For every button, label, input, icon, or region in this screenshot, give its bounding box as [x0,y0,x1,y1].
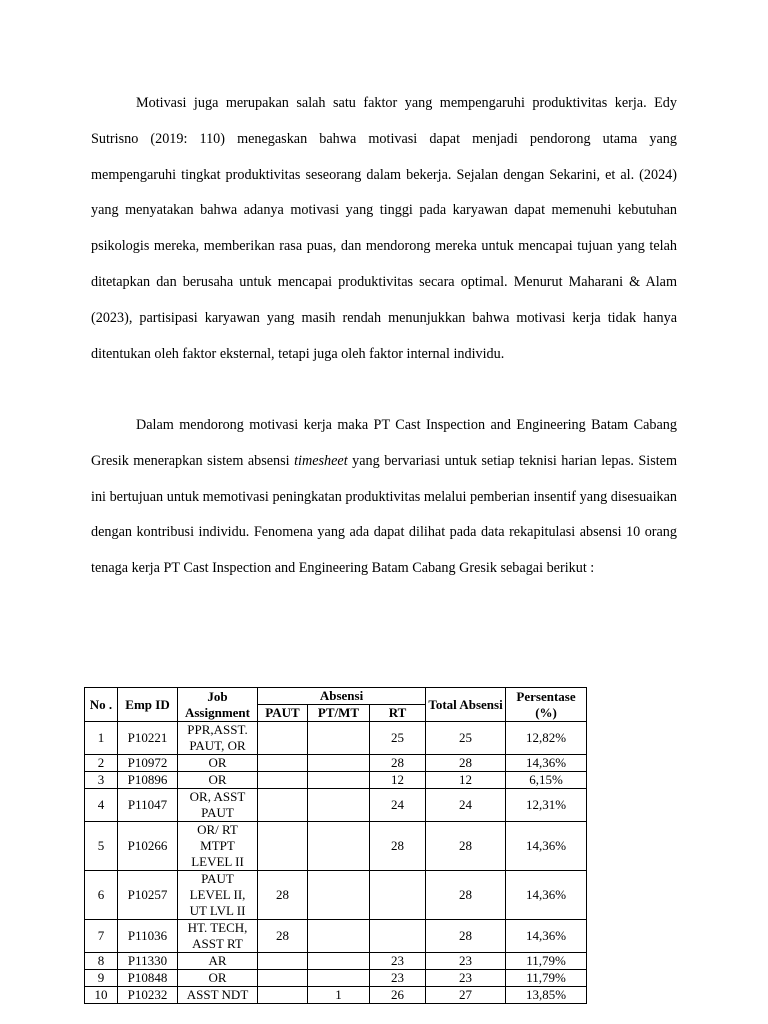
cell-no: 1 [85,722,118,755]
attendance-table [84,687,587,1004]
cell-rt: 28 [370,822,426,871]
table-row [85,871,587,920]
cell-emp-id: P11047 [118,789,178,822]
cell-no: 5 [85,822,118,871]
cell-ptmt [308,920,370,953]
table-row [85,789,587,822]
cell-job-assignment: PAUT LEVEL II, UT LVL II [178,871,258,920]
cell-paut [258,822,308,871]
table-row [85,953,587,970]
cell-persentase: 14,36% [506,822,587,871]
header-job-assignment: Job Assignment [178,688,258,722]
cell-paut [258,987,308,1004]
paragraph-absensi-text-1: Dalam mendorong motivasi kerja maka PT Cast Inspection and Engineering Batam Cabang Gresik menerapkan sistem absensi [91,417,677,469]
cell-no: 8 [85,953,118,970]
paragraph-motivation [91,86,677,372]
cell-job-assignment: HT. TECH, ASST RT [178,920,258,953]
cell-persentase: 12,31% [506,789,587,822]
cell-total: 28 [426,755,506,772]
cell-rt: 26 [370,987,426,1004]
cell-total: 23 [426,970,506,987]
header-ptmt: PT/MT [308,705,370,722]
cell-paut [258,789,308,822]
cell-emp-id: P10232 [118,987,178,1004]
cell-job-assignment: OR/ RT MTPT LEVEL II [178,822,258,871]
paragraph-motivation-text: Motivasi juga merupakan salah satu faktor yang mempengaruhi produktivitas kerja. Edy Sutrisno (2019: 110) menegaskan bahwa motivasi dapat menjadi pendorong utama yang mempengaruhi tingkat produktivitas seseorang dalam bekerja. Sejalan dengan Sekarini, et al. (2024) yang menyatakan bahwa adanya motivasi yang tinggi pada karyawan dapat memenuhi kebutuhan psikologis mereka, memberikan rasa puas, dan mendorong mereka untuk mencapai tujuan yang telah ditetapkan dan berusaha untuk mencapai produktivitas secara optimal. Menurut Maharani & Alam (2023), partisipasi karyawan yang masih rendah menunjukkan bahwa motivasi kerja tidak hanya ditentukan oleh faktor eksternal, tetapi juga oleh faktor internal individu. [91,95,677,362]
header-total-absensi: Total Absensi [426,688,506,722]
cell-job-assignment: OR [178,772,258,789]
cell-ptmt [308,970,370,987]
paragraph-absensi-text-2: yang bervariasi untuk setiap teknisi harian lepas. Sistem ini bertujuan untuk memotivasi peningkatan produktivitas melalui pemberian insentif yang disesuaikan dengan kontribusi individu. Fenomena yang ada dapat dilihat pada data rekapitulasi absensi 10 orang tenaga kerja PT Cast Inspection and Engineering Batam Cabang Gresik sebagai berikut : [91,452,677,577]
cell-ptmt [308,772,370,789]
cell-paut [258,970,308,987]
cell-emp-id: P10266 [118,822,178,871]
cell-persentase: 6,15% [506,772,587,789]
cell-ptmt [308,822,370,871]
cell-ptmt [308,755,370,772]
cell-paut [258,755,308,772]
cell-emp-id: P10972 [118,755,178,772]
table-row [85,822,587,871]
cell-rt: 12 [370,772,426,789]
table-row [85,970,587,987]
cell-ptmt: 1 [308,987,370,1004]
cell-persentase: 14,36% [506,871,587,920]
cell-emp-id: P10257 [118,871,178,920]
cell-job-assignment: ASST NDT [178,987,258,1004]
table-row [85,772,587,789]
cell-job-assignment: OR [178,755,258,772]
attendance-table-header [85,688,587,722]
cell-emp-id: P11330 [118,953,178,970]
cell-persentase: 14,36% [506,920,587,953]
cell-emp-id: P10848 [118,970,178,987]
table-row [85,920,587,953]
cell-ptmt [308,722,370,755]
cell-ptmt [308,953,370,970]
cell-no: 6 [85,871,118,920]
cell-total: 25 [426,722,506,755]
cell-emp-id: P10221 [118,722,178,755]
header-persentase: Persentase (%) [506,688,587,722]
cell-no: 3 [85,772,118,789]
cell-persentase: 13,85% [506,987,587,1004]
cell-rt: 23 [370,953,426,970]
cell-rt [370,920,426,953]
cell-total: 23 [426,953,506,970]
cell-rt: 24 [370,789,426,822]
cell-total: 28 [426,920,506,953]
header-paut: PAUT [258,705,308,722]
paragraph-absensi-system [91,408,677,587]
cell-no: 7 [85,920,118,953]
cell-paut: 28 [258,871,308,920]
cell-emp-id: P11036 [118,920,178,953]
cell-total: 24 [426,789,506,822]
cell-paut [258,772,308,789]
cell-paut [258,953,308,970]
cell-rt: 23 [370,970,426,987]
cell-ptmt [308,871,370,920]
cell-persentase: 11,79% [506,970,587,987]
cell-persentase: 11,79% [506,953,587,970]
cell-persentase: 14,36% [506,755,587,772]
paragraph-absensi-italic-term: timesheet [294,452,348,469]
cell-no: 4 [85,789,118,822]
header-absensi: Absensi [258,688,426,705]
cell-rt: 28 [370,755,426,772]
cell-total: 28 [426,871,506,920]
cell-total: 12 [426,772,506,789]
table-row [85,722,587,755]
cell-persentase: 12,82% [506,722,587,755]
header-rt: RT [370,705,426,722]
cell-rt: 25 [370,722,426,755]
cell-no: 2 [85,755,118,772]
attendance-table-body [85,722,587,1004]
cell-paut: 28 [258,920,308,953]
cell-paut [258,722,308,755]
cell-job-assignment: OR, ASST PAUT [178,789,258,822]
cell-rt [370,871,426,920]
cell-ptmt [308,789,370,822]
cell-job-assignment: OR [178,970,258,987]
table-row [85,755,587,772]
cell-job-assignment: PPR,ASST. PAUT, OR [178,722,258,755]
cell-no: 10 [85,987,118,1004]
cell-total: 28 [426,822,506,871]
header-emp-id: Emp ID [118,688,178,722]
cell-emp-id: P10896 [118,772,178,789]
table-row [85,987,587,1004]
cell-no: 9 [85,970,118,987]
header-no: No . [85,688,118,722]
cell-job-assignment: AR [178,953,258,970]
cell-total: 27 [426,987,506,1004]
